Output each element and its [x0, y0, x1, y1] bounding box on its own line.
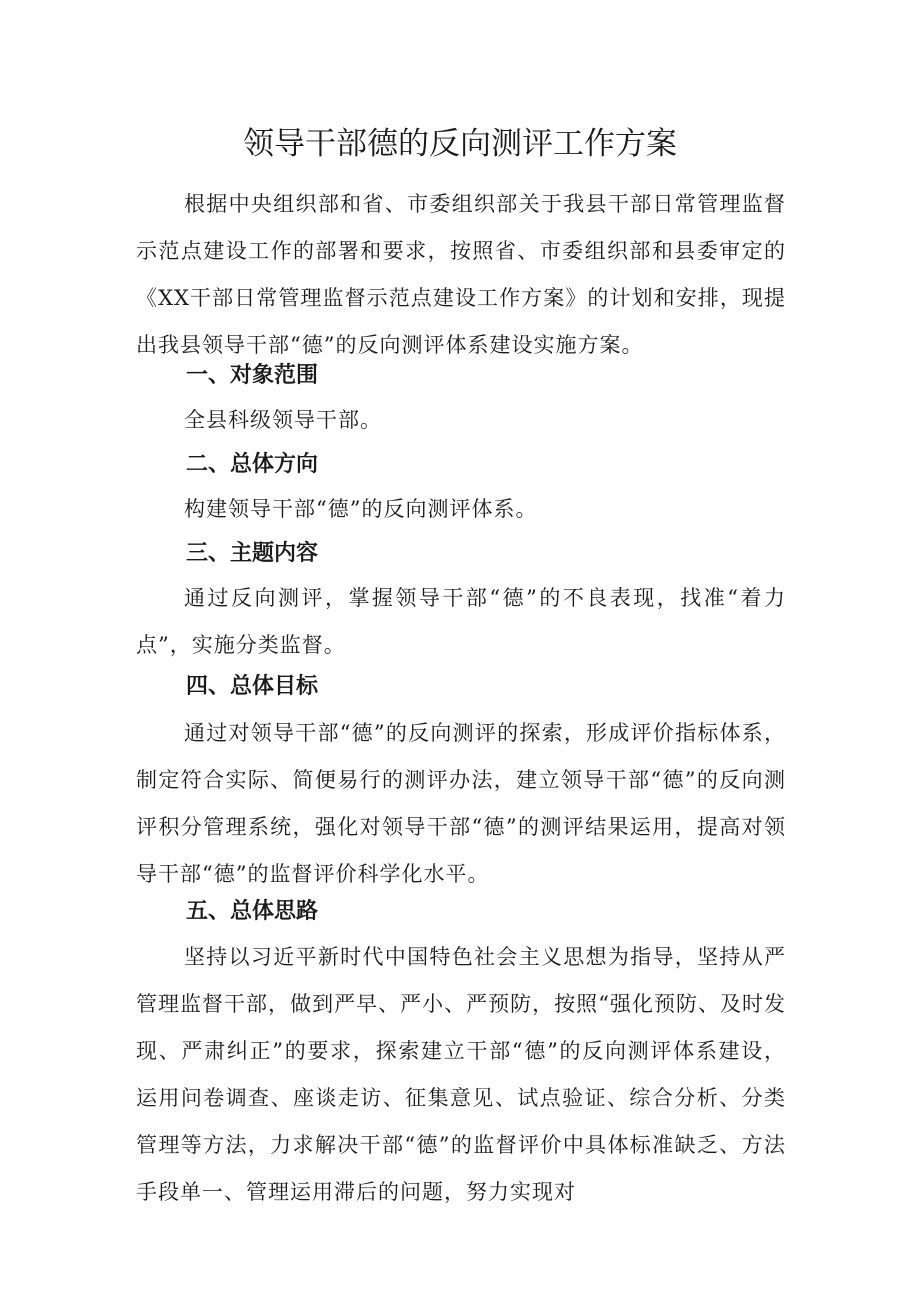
document-title: 领导干部德的反向测评工作方案 [243, 126, 677, 162]
section-heading-scope: 一、对象范围 [186, 363, 319, 388]
section-body-goal: 通过对领导干部“德”的反向测评的探索，形成评价指标体系，制定符合实际、简便易行的测评办法，建立领导干部“德”的反向测评积分管理系统，强化对领导干部“德”的测评结果运用，提高对领导干部“德”的监督评价科学化水平。 [136, 721, 786, 886]
section-body-approach: 坚持以习近平新时代中国特色社会主义思想为指导，坚持从严管理监督干部，做到严早、严小、严预防，按照“强化预防、及时发现、严肃纠正”的要求，探索建立干部“德”的反向测评体系建设，运用问卷调查、座谈走访、征集意见、试点验证、综合分析、分类管理等方法，力求解决干部“德”的监督评价中具体标准缺乏、方法手段单一、管理运用滞后的问题，努力实现对 [136, 945, 786, 1204]
intro-paragraph: 根据中央组织部和省、市委组织部关于我县干部日常管理监督示范点建设工作的部署和要求，按照省、市委组织部和县委审定的《XX干部日常管理监督示范点建设工作方案》的计划和安排，现提出我县领导干部“德”的反向测评体系建设实施方案。 [136, 192, 786, 357]
section-heading-content: 三、主题内容 [186, 541, 319, 566]
section-heading-approach: 五、总体思路 [186, 899, 319, 924]
section-body-scope: 全县科级领导干部。 [184, 408, 382, 432]
section-heading-goal: 四、总体目标 [186, 674, 319, 699]
section-heading-direction: 二、总体方向 [186, 452, 319, 477]
section-body-content: 通过反向测评，掌握领导干部“德”的不良表现，找准“着力点”，实施分类监督。 [136, 586, 786, 657]
section-body-direction: 构建领导干部“德”的反向测评体系。 [184, 497, 538, 521]
